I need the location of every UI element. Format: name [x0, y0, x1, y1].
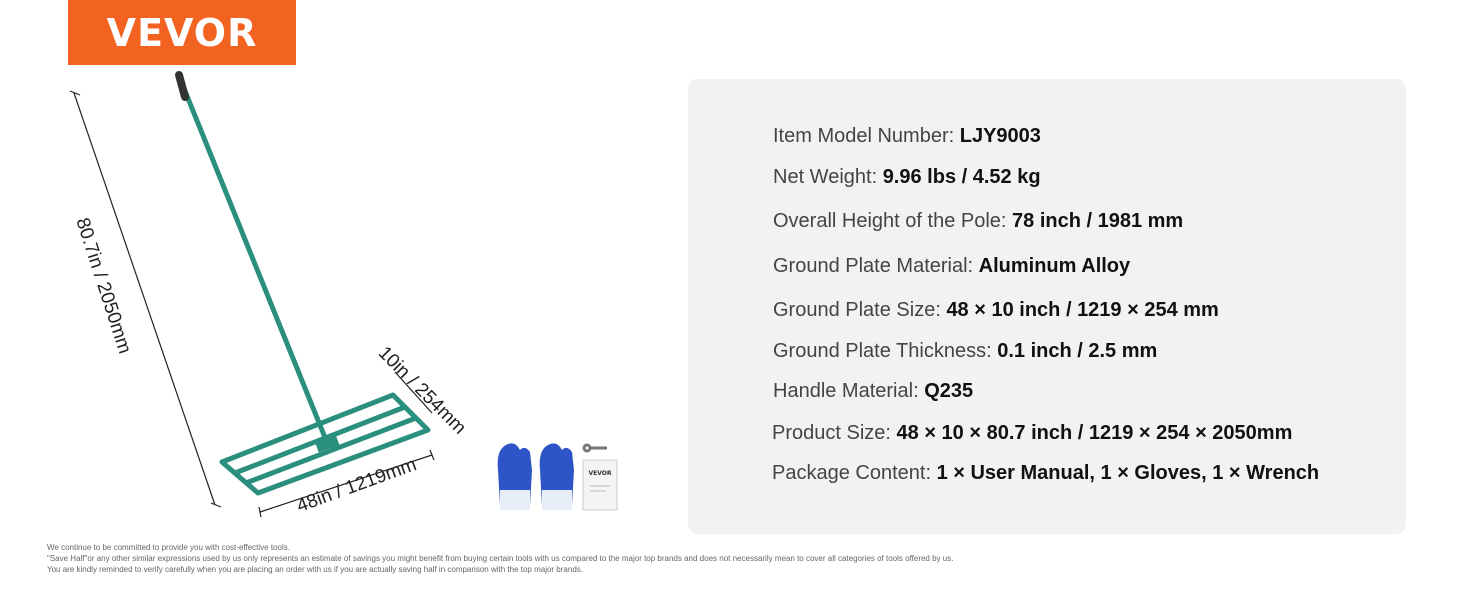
spec-label: Overall Height of the Pole:	[773, 210, 1013, 232]
logo-text: VEVOR	[106, 10, 258, 55]
spec-label: Ground Plate Thickness:	[773, 340, 998, 362]
footer-line: We continue to be committed to provide you with cost-effective tools.	[47, 543, 290, 552]
spec-card	[688, 79, 1406, 534]
wrench-icon	[584, 445, 607, 451]
spec-value: 48 × 10 × 80.7 inch / 1219 × 254 × 2050mm	[896, 422, 1293, 444]
gloves-icon	[498, 443, 574, 510]
spec-value: LJY9003	[959, 125, 1041, 147]
spec-value: 1 × User Manual, 1 × Gloves, 1 × Wrench	[936, 462, 1320, 484]
spec-value: 78 inch / 1981 mm	[1012, 210, 1184, 232]
spec-label: Package Content:	[772, 462, 937, 484]
height-dimension-line	[70, 91, 221, 507]
spec-value: 48 × 10 inch / 1219 × 254 mm	[946, 299, 1219, 321]
spec-value: 9.96 lbs / 4.52 kg	[882, 166, 1041, 188]
spec-label: Net Weight:	[773, 166, 883, 188]
width-dimension-label: 48in / 1219mm	[294, 454, 420, 517]
spec-row-plate-material	[773, 255, 1130, 278]
spec-row-plate-thickness	[773, 340, 1157, 363]
depth-dimension-label: 10in / 254mm	[373, 342, 471, 439]
pole-grip	[179, 75, 185, 97]
spec-row-model	[773, 125, 1041, 148]
spec-value: 0.1 inch / 2.5 mm	[997, 340, 1158, 362]
spec-label: Ground Plate Material:	[773, 255, 979, 277]
footer-line: "Save Half"or any other similar expressions used by us only represents an estimate of savings you might benefit from buying certain tools with us compared to the major top brands and does not necessarily mean to cover all categories of tools offered by us.	[47, 554, 954, 563]
spec-row-pole-height	[773, 210, 1183, 233]
spec-row-product-size	[772, 422, 1292, 445]
spec-row-handle-material	[773, 380, 973, 403]
spec-row-plate-size	[773, 299, 1219, 322]
spec-row-net-weight	[773, 166, 1041, 189]
manual-brand-text: VEVOR	[588, 470, 612, 477]
spec-label: Handle Material:	[773, 380, 925, 402]
spec-label: Ground Plate Size:	[773, 299, 947, 321]
footer-line: You are kindly reminded to verify carefully when you are placing an order with us if you are actually saving half in comparison with the top major brands.	[47, 565, 583, 574]
spec-row-package-content	[772, 462, 1319, 485]
height-dimension-label: 80.7in / 2050mm	[71, 215, 136, 357]
spec-value: Aluminum Alloy	[978, 255, 1131, 277]
rake-pole	[179, 75, 326, 440]
footer-disclaimer	[47, 542, 953, 575]
spec-value: Q235	[924, 380, 974, 402]
spec-label: Item Model Number:	[773, 125, 960, 147]
spec-label: Product Size:	[772, 422, 897, 444]
user-manual-icon	[583, 460, 617, 510]
